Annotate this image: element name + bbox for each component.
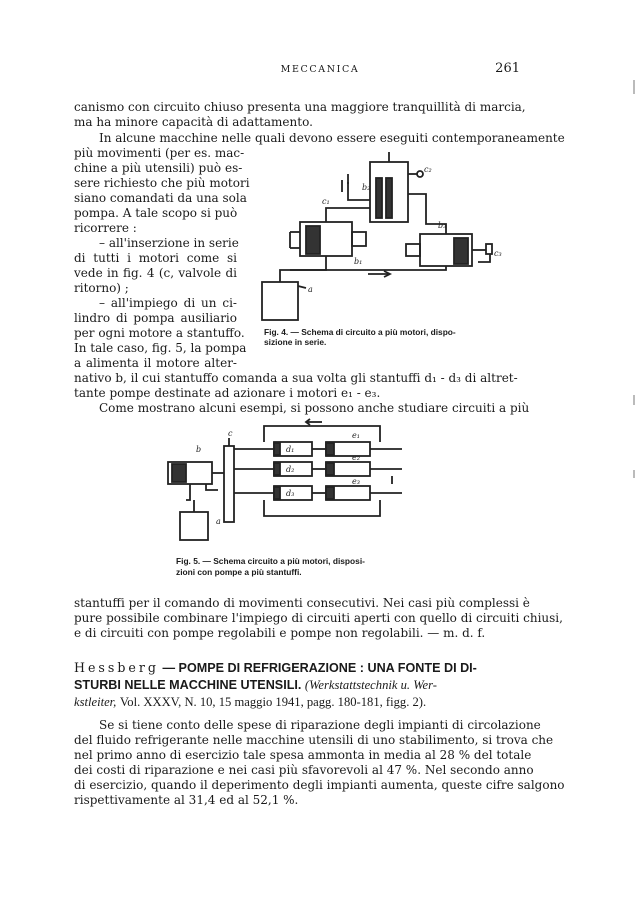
text-line: In tale caso, fig. 5, la pompa	[74, 341, 247, 355]
text-line: – all'impiego di un ci-	[99, 296, 237, 310]
figure-5-caption: zioni con pompe a più stantuffi.	[176, 567, 302, 577]
fig5-label-d2: d₂	[286, 465, 295, 474]
text-line: Se si tiene conto delle spese di riparazione degli impianti di circolazione	[99, 718, 541, 732]
fig4-label-a: a	[308, 285, 313, 294]
text-line: sere richiesto che più motori	[74, 176, 250, 190]
fig4-label-c3: c₃	[494, 249, 502, 258]
figure-5-diagram	[156, 418, 426, 548]
page-edge-mark	[633, 470, 635, 478]
text-line: In alcune macchine nelle quali devono essere eseguiti contemporaneamente	[99, 131, 565, 145]
fig4-label-c1: c₁	[322, 197, 330, 206]
article-source: kstleiter,	[74, 695, 117, 709]
fig5-label-e3: e₃	[352, 477, 360, 486]
fig4-label-c2: c₂	[424, 165, 432, 174]
fig5-label-e2: e₂	[352, 453, 360, 462]
text-line: di esercizio, quando il deperimento degli impianti aumenta, queste cifre salgono	[74, 778, 565, 792]
text-line: rispettivamente al 31,4 ed al 52,1 %.	[74, 793, 299, 807]
text-line: per ogni motore a stantuffo.	[74, 326, 245, 340]
fig5-label-b: b	[196, 445, 202, 454]
article-title-line1: — POMPE DI REFRIGERAZIONE : UNA FONTE DI DI-	[162, 661, 477, 675]
page-edge-mark	[633, 80, 635, 94]
figure-4-diagram	[250, 152, 518, 324]
figure-4-caption: sizione in serie.	[264, 337, 327, 347]
text-line: dei costi di riparazione e nei casi più sfavorevoli al 47 %. Nel secondo anno	[74, 763, 534, 777]
fig4-label-b3: b₃	[438, 221, 447, 230]
text-line: canismo con circuito chiuso presenta una maggiore tranquillità di marcia,	[74, 100, 526, 114]
text-line: del fluido refrigerante nelle macchine utensili di uno stabilimento, si trova che	[74, 733, 554, 747]
article-title	[74, 660, 514, 676]
text-line: più movimenti (per es. mac-	[74, 146, 245, 160]
running-header: MECCANICA	[280, 64, 360, 75]
page-number: 261	[495, 61, 520, 76]
figure-4-caption: Fig. 4. — Schema di circuito a più motori, dispo-	[264, 327, 456, 337]
article-author: Hessberg	[74, 660, 159, 675]
text-line: ricorrere :	[74, 221, 137, 235]
text-line: lindro di pompa ausiliario	[74, 311, 237, 325]
fig5-label-a: a	[216, 517, 221, 526]
text-line: siano comandati da una sola	[74, 191, 247, 205]
article-citation: Vol. XXXV, N. 10, 15 maggio 1941, pagg. 180-181, figg. 2).	[119, 695, 427, 709]
text-line: stantuffi per il comando di movimenti consecutivi. Nei casi più complessi è	[74, 596, 530, 610]
text-line: nel primo anno di esercizio tale spesa ammonta in media al 28 % del totale	[74, 748, 532, 762]
text-line: chine a più utensili) può es-	[74, 161, 243, 175]
text-line: Come mostrano alcuni esempi, si possono anche studiare circuiti a più	[99, 401, 530, 415]
article-title-line2: STURBI NELLE MACCHINE UTENSILI.	[74, 678, 302, 692]
page-edge-mark	[633, 395, 635, 405]
article-reference	[74, 694, 426, 710]
text-line: ma ha minore capacità di adattamento.	[74, 115, 313, 129]
text-line: nativo b, il cui stantuffo comanda a sua volta gli stantuffi d₁ - d₃ di altret-	[74, 371, 518, 385]
text-line: pure possibile combinare l'impiego di circuiti aperti con quello di circuiti chiusi,	[74, 611, 563, 625]
text-line: vede in fig. 4 (c, valvole di	[74, 266, 237, 280]
figure-5-caption: Fig. 5. — Schema circuito a più motori, disposi-	[176, 556, 365, 566]
text-line: pompa. A tale scopo si può	[74, 206, 238, 220]
fig5-label-d3: d₃	[286, 489, 295, 498]
text-line: di tutti i motori come si	[74, 251, 237, 265]
fig4-label-b1: b₁	[354, 257, 363, 266]
text-line: e di circuiti con pompe regolabili e pompe non regolabili. — m. d. f.	[74, 626, 486, 640]
fig5-label-e1: e₁	[352, 431, 360, 440]
text-line: tante pompe destinate ad azionare i motori e₁ - e₃.	[74, 386, 381, 400]
text-line: a alimenta il motore alter-	[74, 356, 237, 370]
text-line: ritorno) ;	[74, 281, 129, 295]
text-line: – all'inserzione in serie	[99, 236, 239, 250]
fig5-label-c: c	[228, 429, 233, 438]
fig4-label-b2: b₂	[362, 183, 371, 192]
fig5-label-d1: d₁	[286, 445, 295, 454]
article-title	[74, 677, 437, 693]
article-source: (Werkstattstechnik u. Wer-	[304, 678, 437, 692]
